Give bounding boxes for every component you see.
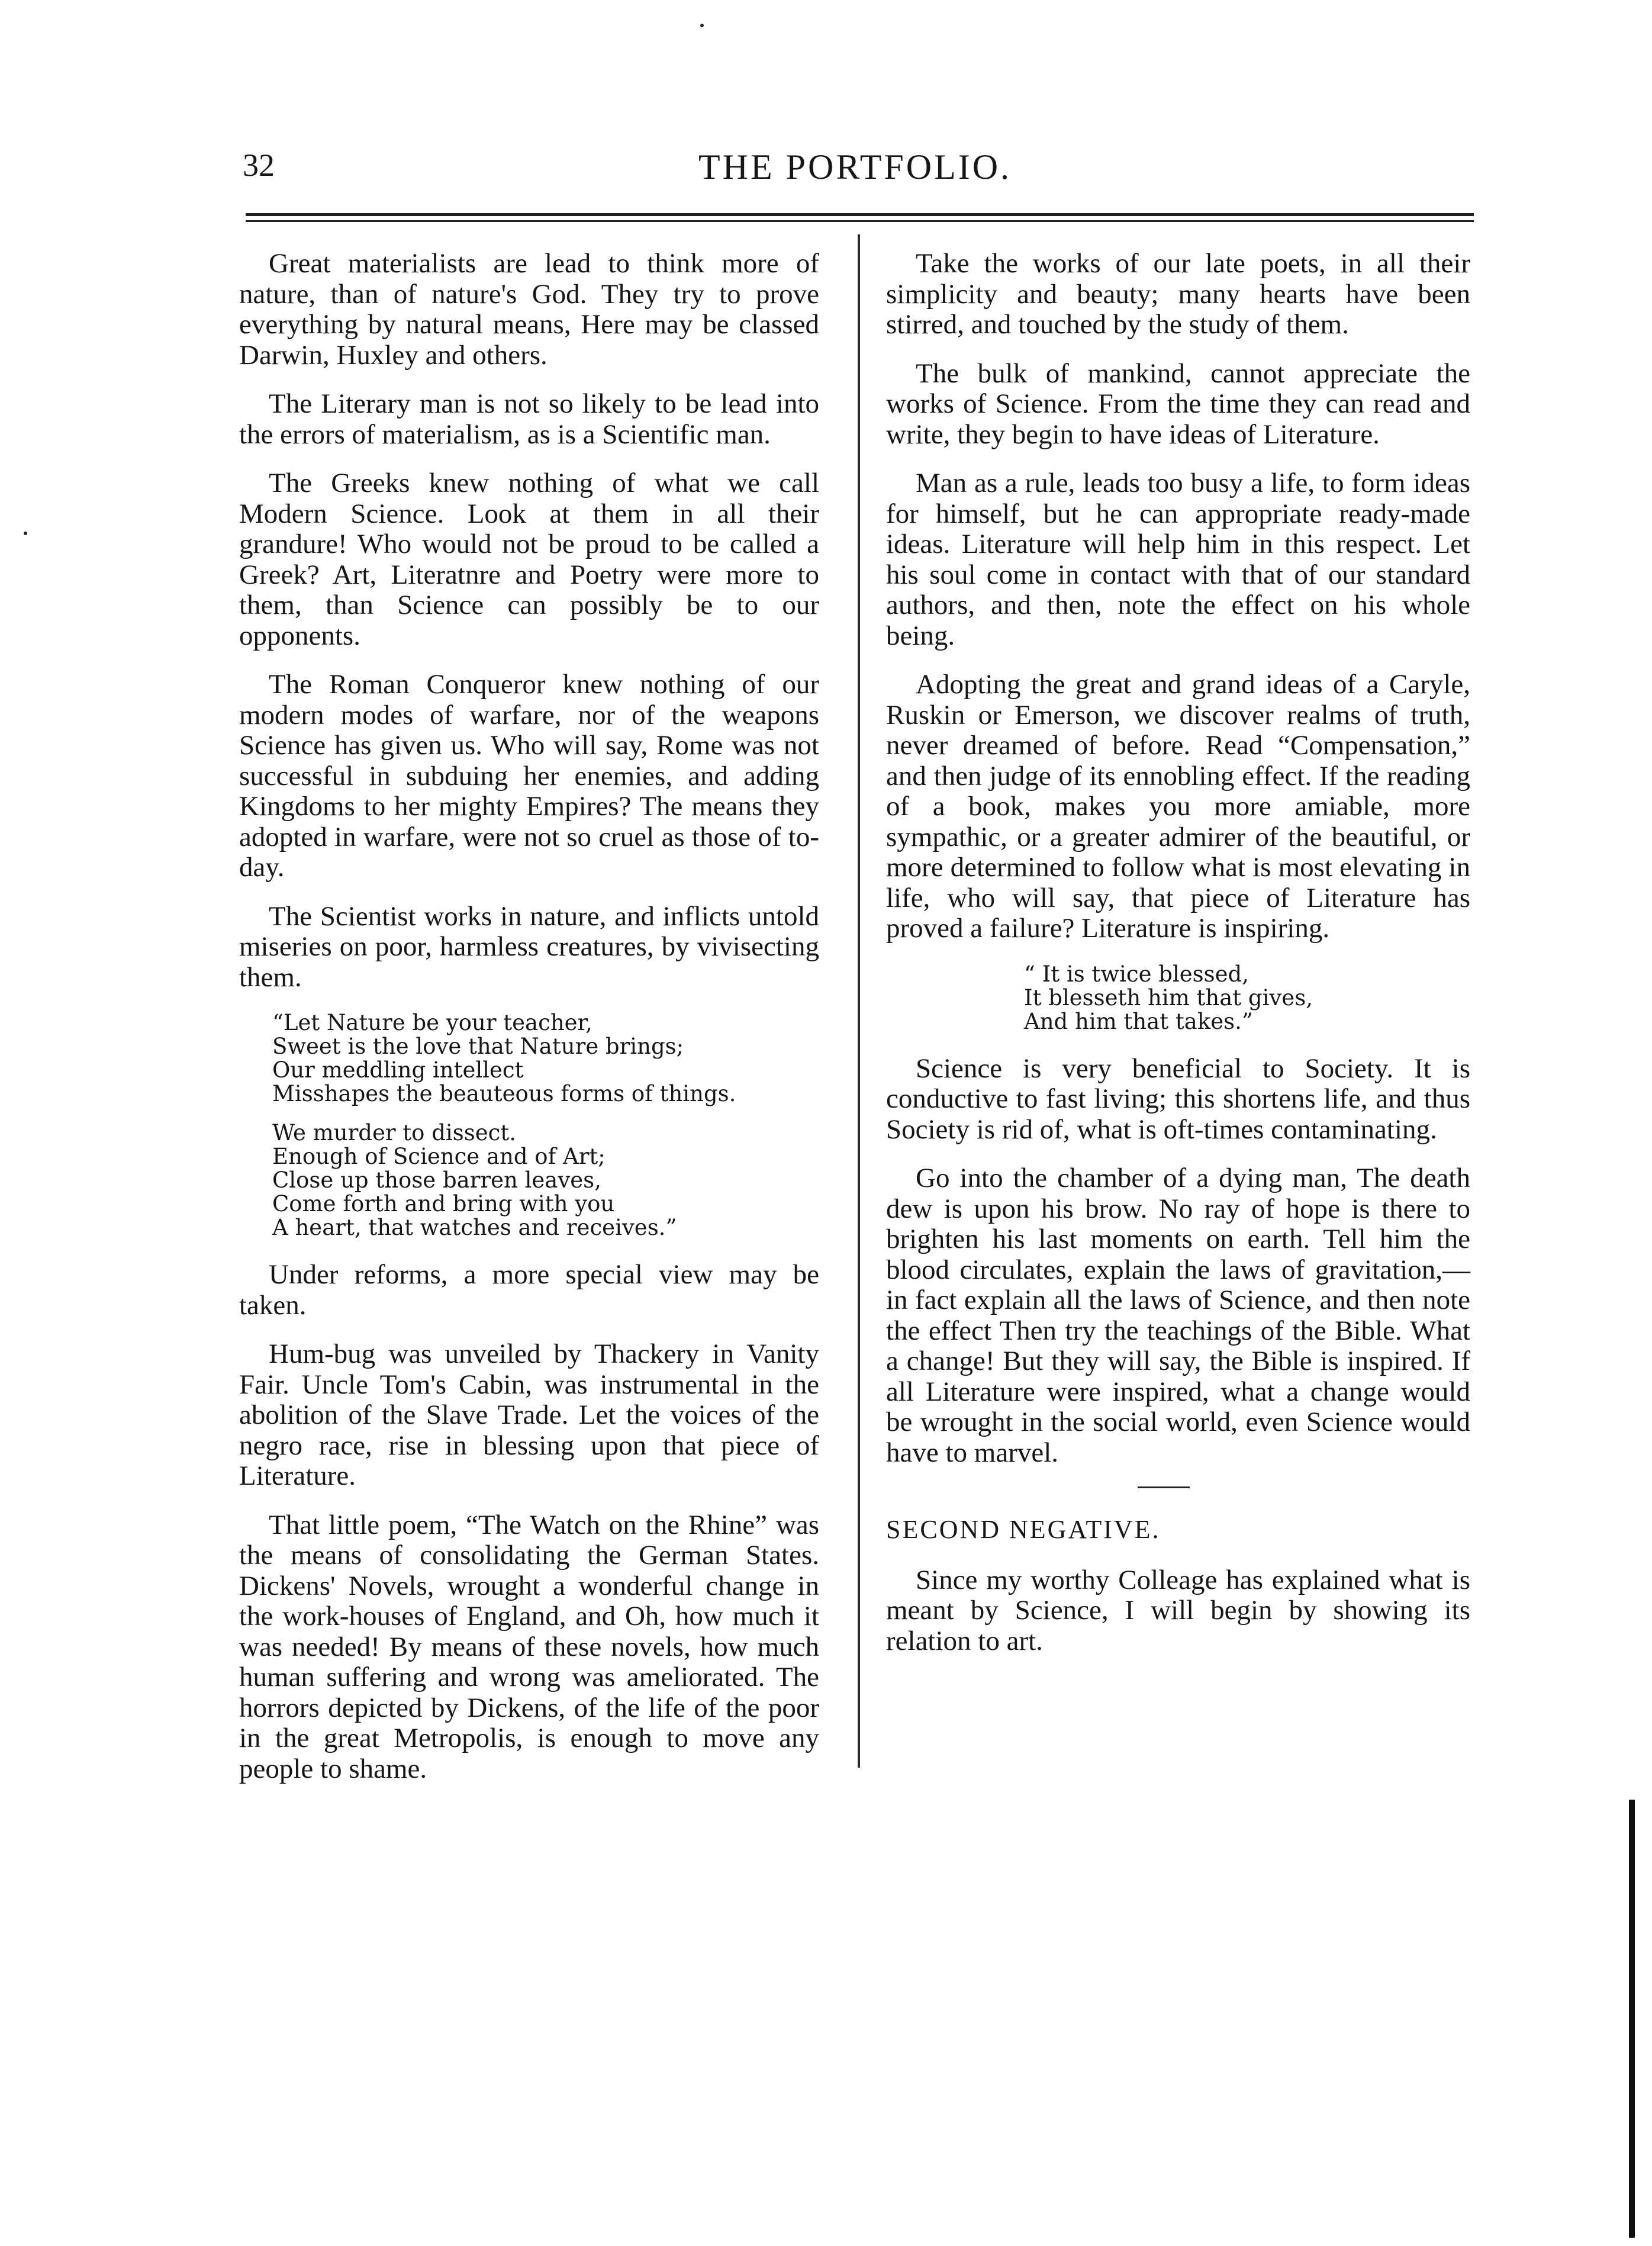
paragraph: Since my worthy Colleage has explained what is meant by Science, I will begin by showing its relation to art. [886,1564,1470,1656]
page-edge-mark [1629,1800,1635,2238]
paragraph: The bulk of mankind, cannot appreciate the works of Science. From the time they can read and write, they begin to have ideas of Literature. [886,358,1470,450]
poem-stanza [272,1011,819,1106]
column-divider [858,234,860,1768]
ink-speck [24,532,27,535]
paragraph: The Literary man is not so likely to be lead into the errors of materialism, as is a Scientific man. [239,388,819,450]
paragraph: Go into the chamber of a dying man, The death dew is upon his brow. No ray of hope is there to brighten his last moments on earth. Tell him the blood circulates, explain the laws of gravitation,—in fact explain all the laws of Science, and then note the effect Then try the teachings of the Bible. What a change! But they will say, the Bible is inspired. If all Literature were inspired, what a change would be wrought in the social world, even Science would have to marvel. [886,1163,1470,1468]
poem-line: We murder to dissect. [272,1120,516,1145]
paragraph: Under reforms, a more special view may be taken. [239,1259,819,1321]
paragraph: Adopting the great and grand ideas of a Caryle, Ruskin or Emerson, we discover realms of truth, never dreamed of before. Read “Compensation,” and then judge of its ennobling effect. If the reading of a book, makes you more amiable, more sympathic, or a greater admirer of the beautiful, or more determined to follow what is most elevating in life, who will say, that piece of Literature has proved a failure? Literature is inspiring. [886,669,1470,944]
left-column [239,249,819,1803]
poem-line: And him that takes.” [1024,1008,1253,1034]
paragraph: Man as a rule, leads too busy a life, to form ideas for himself, but he can appropriate ready-made ideas. Literature will help him in this respect. Let his soul come in contact with that of our standard authors, and then, note the effect on his whole being. [886,468,1470,651]
section-heading: SECOND NEGATIVE. [886,1515,1161,1544]
header-rule [246,220,1474,222]
poem-line: Enough of Science and of Art; [272,1144,606,1169]
poem-line: Sweet is the love that Nature brings; [272,1034,684,1059]
paragraph: Science is very beneficial to Society. It is conductive to fast living; this shortens life, and thus Society is rid of, what is oft-times contaminating. [886,1053,1470,1145]
poem-line: “Let Nature be your teacher, [272,1010,592,1035]
paragraph: Great materialists are lead to think more of nature, than of nature's God. They try to prove everything by natural means, Here may be classed Darwin, Huxley and others. [239,248,819,371]
ink-speck [700,24,704,27]
poem-line: Close up those barren leaves, [272,1167,601,1193]
running-title: THE PORTFOLIO. [698,147,1012,186]
paragraph: The Scientist works in nature, and inflicts untold miseries on poor, harmless creatures, by vivisecting them. [239,900,819,993]
poem-quote [239,1011,819,1240]
paragraph: The Greeks knew nothing of what we call Modern Science. Look at them in all their grandure! Who would not be proud to be called a Greek? Art, Literatnre and Poetry were more to them, than Science can possibly be to our opponents. [239,468,819,651]
poem-line: Our meddling intellect [272,1057,524,1083]
header-rule [246,213,1474,216]
paragraph: Take the works of our late poets, in all their simplicity and beauty; many hearts have been stirred, and touched by the study of them. [886,248,1470,340]
poem-quote [886,963,1470,1034]
poem-line: A heart, that watches and receives.” [272,1215,677,1240]
paragraph: Hum-bug was unveiled by Thackery in Vanity Fair. Uncle Tom's Cabin, was instrumental in the abolition of the Slave Trade. Let the voices of the negro race, rise in blessing upon that piece of Literature. [239,1338,819,1491]
right-column [886,249,1470,1675]
poem-stanza [272,1121,819,1240]
poem-line: “ It is twice blessed, [1024,961,1249,987]
page-number: 32 [243,147,275,183]
poem-line: Come forth and bring with you [272,1191,615,1217]
paragraph: That little poem, “The Watch on the Rhine” was the means of consolidating the German States. Dickens' Novels, wrought a wonderful change in the work-houses of England, and Oh, how much it was needed! By means of these novels, how much human suffering and wrong was ameliorated. The horrors depicted by Dickens, of the life of the poor in the great Metropolis, is enough to move any people to shame. [239,1509,819,1784]
section-divider [1138,1486,1190,1488]
poem-line: Misshapes the beauteous forms of things. [272,1081,736,1106]
paragraph: The Roman Conqueror knew nothing of our modern modes of warfare, nor of the weapons Science has given us. Who will say, Rome was not successful in subduing her enemies, and adding Kingdoms to her mighty Empires? The means they adopted in warfare, were not so cruel as those of to-day. [239,669,819,883]
poem-line: It blesseth him that gives, [1024,984,1313,1011]
